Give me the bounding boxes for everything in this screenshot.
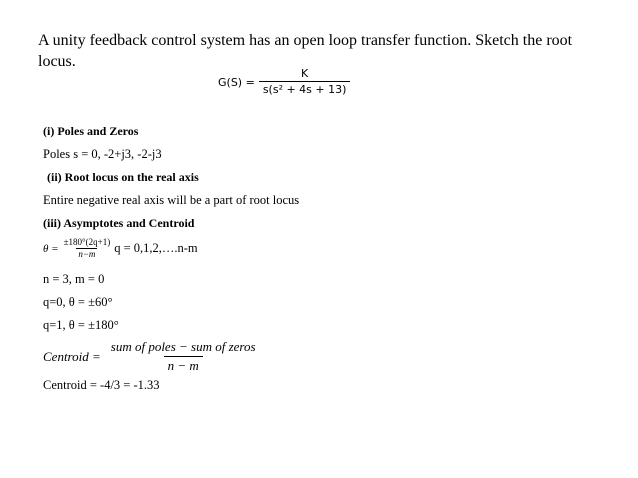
centroid-lhs: Centroid = (43, 348, 101, 364)
centroid-value: Centroid = -4/3 = -1.33 (43, 378, 160, 392)
theta-lhs: θ = (43, 242, 59, 255)
problem-statement: A unity feedback control system has an open loop transfer function. Sketch the root locus. (38, 32, 573, 70)
centroid-numerator: sum of poles − sum of zeros (110, 339, 256, 354)
real-axis-line: Entire negative real axis will be a part of root locus (43, 193, 300, 207)
transfer-function-numerator: K (301, 67, 309, 80)
centroid-denominator: n − m (164, 356, 203, 375)
transfer-function-fraction (259, 66, 351, 98)
q0-angle: q=0, θ = ±60° (43, 295, 113, 309)
q1-angle: q=1, θ = ±180° (43, 318, 119, 332)
poles-zeros-heading: (i) Poles and Zeros (43, 124, 139, 138)
asymptote-angle-formula (43, 237, 198, 260)
transfer-function (218, 66, 350, 98)
theta-denominator: n−m (78, 249, 96, 259)
q-range: q = 0,1,2,….n-m (114, 241, 198, 255)
n-m-values: n = 3, m = 0 (43, 272, 105, 286)
theta-fraction (62, 237, 113, 260)
real-axis-heading: (ii) Root locus on the real axis (47, 170, 199, 184)
centroid-fraction (107, 338, 260, 375)
transfer-function-lhs: G(S) = (218, 75, 255, 89)
poles-line: Poles s = 0, -2+j3, -2-j3 (43, 147, 162, 161)
asymptotes-heading: (iii) Asymptotes and Centroid (43, 216, 195, 230)
transfer-function-denominator: s(s² + 4s + 13) (259, 81, 351, 98)
centroid-formula (43, 338, 260, 375)
theta-numerator: ±180°(2q+1) (63, 237, 111, 247)
